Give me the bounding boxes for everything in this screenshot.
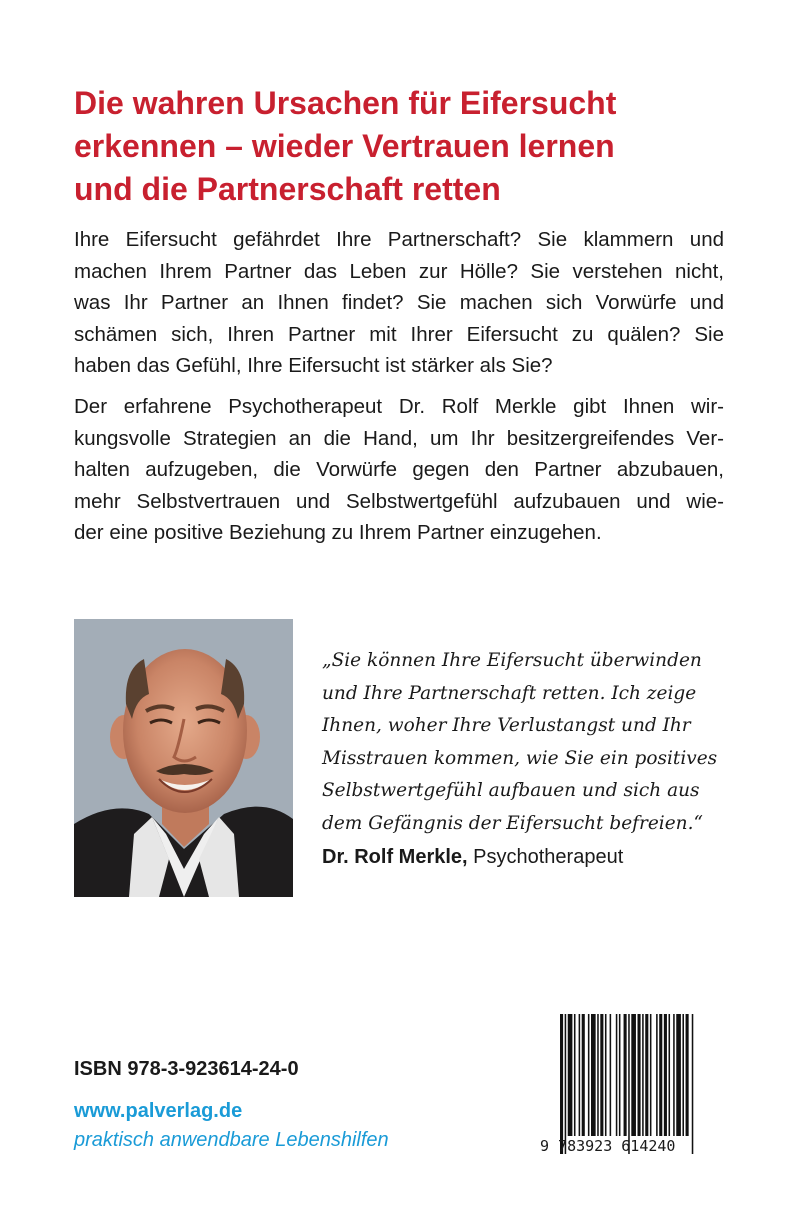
- barcode-bar: [565, 1014, 567, 1154]
- barcode-bar: [624, 1014, 627, 1136]
- quote-line: dem Gefängnis der Eifersucht befreien.“: [322, 812, 703, 834]
- barcode-bar: [616, 1014, 618, 1136]
- barcode-bar: [619, 1014, 621, 1136]
- paragraph-line: der eine positive Beziehung zu Ihrem Partner einzugehen.: [74, 521, 602, 544]
- barcode-bar: [600, 1014, 603, 1136]
- headline-line: und die Partnerschaft retten: [74, 171, 501, 207]
- barcode-bar: [560, 1014, 563, 1154]
- paragraph-line: mehr Selbstvertrauen und Selbstwertgefühl aufzubauen und wie-: [74, 489, 724, 513]
- barcode-bar: [659, 1014, 662, 1136]
- barcode-bar: [638, 1014, 641, 1136]
- barcode-bar: [568, 1014, 573, 1136]
- barcode-bar: [628, 1014, 630, 1154]
- author-role: Psychotherapeut: [467, 846, 624, 868]
- isbn-number: ISBN 978-3-923614-24-0: [74, 1058, 299, 1080]
- barcode-bar: [686, 1014, 689, 1136]
- quote-line: Misstrauen kommen, wie Sie ein positives: [322, 747, 718, 769]
- barcode-bar: [645, 1014, 648, 1136]
- barcode-bar: [582, 1014, 585, 1136]
- headline: [74, 82, 734, 211]
- author-photo: [74, 619, 293, 897]
- publisher-website-link[interactable]: www.palverlag.de: [74, 1100, 243, 1122]
- barcode-bar: [610, 1014, 612, 1136]
- barcode-bar: [591, 1014, 596, 1136]
- barcode-bar: [597, 1014, 599, 1136]
- paragraph-line: was Ihr Partner an Ihnen findet? Sie machen sich Vorwürfe und: [74, 291, 724, 314]
- quote-line: Selbstwertgefühl aufbauen und sich aus: [322, 780, 700, 801]
- barcode-digits: 9 783923 614240: [540, 1137, 676, 1155]
- barcode-bar: [650, 1014, 652, 1136]
- paragraph-line: halten aufzugeben, die Vorwürfe gegen den Partner abzubauen,: [74, 458, 724, 481]
- author-portrait-icon: [74, 619, 293, 897]
- barcode-bar: [642, 1014, 644, 1136]
- paragraph-line: Der erfahrene Psychotherapeut Dr. Rolf Merkle gibt Ihnen wir-: [74, 395, 724, 418]
- headline-line: Die wahren Ursachen für Eifersucht: [74, 85, 617, 121]
- paragraph-line: Ihre Eifersucht gefährdet Ihre Partnerschaft? Sie klammern und: [74, 228, 724, 251]
- barcode-bar: [673, 1014, 675, 1136]
- barcode-bar: [692, 1014, 694, 1154]
- barcode-bar: [631, 1014, 636, 1136]
- barcode-bar: [676, 1014, 681, 1136]
- author-quote: [322, 645, 742, 840]
- description-paragraph: [74, 391, 724, 549]
- barcode-bar: [579, 1014, 581, 1136]
- author-attribution: [322, 846, 623, 869]
- barcode-bar: [605, 1014, 607, 1136]
- barcode-bar: [664, 1014, 667, 1136]
- paragraph-line: machen Ihrem Partner das Leben zur Hölle? Sie verstehen nicht,: [74, 259, 724, 283]
- barcode-bar: [682, 1014, 684, 1136]
- intro-paragraph: [74, 224, 724, 382]
- barcode-bar: [669, 1014, 671, 1136]
- barcode-bar: [574, 1014, 576, 1136]
- quote-line: Ihnen, woher Ihre Verlustangst und Ihr: [322, 715, 691, 736]
- barcode-bar: [588, 1014, 590, 1136]
- paragraph-line: kungsvolle Strategien an die Hand, um Ihr besitzergreifendes Ver-: [74, 426, 724, 450]
- publisher-slogan: praktisch anwendbare Lebenshilfen: [74, 1129, 389, 1151]
- barcode-bar: [656, 1014, 658, 1136]
- quote-line: und Ihre Partnerschaft retten. Ich zeige: [322, 682, 697, 704]
- paragraph-line: haben das Gefühl, Ihre Eifersucht ist stärker als Sie?: [74, 354, 553, 377]
- author-name: Dr. Rolf Merkle,: [322, 846, 468, 868]
- paragraph-line: schämen sich, Ihren Partner mit Ihrer Eifersucht zu quälen? Sie: [74, 322, 724, 346]
- quote-line: „Sie können Ihre Eifersucht überwinden: [322, 650, 702, 671]
- headline-line: erkennen – wieder Vertrauen lernen: [74, 128, 615, 164]
